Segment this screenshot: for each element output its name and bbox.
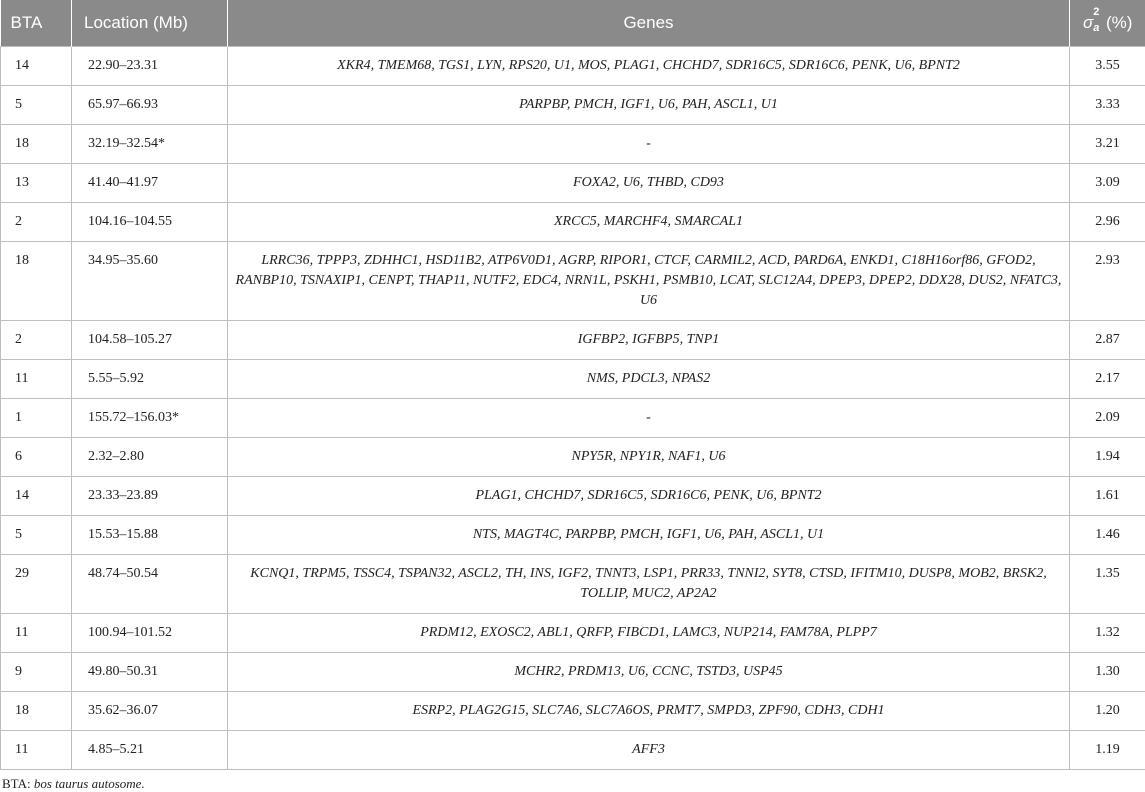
cell-bta: 11 <box>1 360 72 399</box>
cell-bta: 29 <box>1 555 72 614</box>
cell-bta: 1 <box>1 399 72 438</box>
cell-bta: 5 <box>1 86 72 125</box>
cell-bta: 2 <box>1 203 72 242</box>
cell-location: 34.95–35.60 <box>72 242 228 321</box>
cell-location: 22.90–23.31 <box>72 47 228 86</box>
cell-genes: KCNQ1, TRPM5, TSSC4, TSPAN32, ASCL2, TH, INS, IGF2, TNNT3, LSP1, PRR33, TNNI2, SYT8, CTSD, IFITM10, DUSP8, MOB2, BRSK2, TOLLIP, MUC2, AP2A2 <box>228 555 1070 614</box>
sigma-superscript: 2 <box>1093 6 1099 18</box>
table-row <box>1 516 1145 555</box>
cell-location: 65.97–66.93 <box>72 86 228 125</box>
cell-genes: - <box>228 399 1070 438</box>
cell-variance: 1.61 <box>1070 477 1145 516</box>
cell-variance: 2.96 <box>1070 203 1145 242</box>
cell-bta: 5 <box>1 516 72 555</box>
cell-location: 100.94–101.52 <box>72 614 228 653</box>
cell-location: 5.55–5.92 <box>72 360 228 399</box>
cell-genes: FOXA2, U6, THBD, CD93 <box>228 164 1070 203</box>
table-row <box>1 164 1145 203</box>
table-row <box>1 321 1145 360</box>
cell-genes: MCHR2, PRDM13, U6, CCNC, TSTD3, USP45 <box>228 653 1070 692</box>
cell-location: 23.33–23.89 <box>72 477 228 516</box>
cell-variance: 1.19 <box>1070 731 1145 770</box>
header-variance <box>1070 0 1145 47</box>
cell-location: 15.53–15.88 <box>72 516 228 555</box>
cell-location: 104.58–105.27 <box>72 321 228 360</box>
cell-location: 35.62–36.07 <box>72 692 228 731</box>
cell-bta: 2 <box>1 321 72 360</box>
cell-bta: 11 <box>1 731 72 770</box>
cell-bta: 14 <box>1 477 72 516</box>
cell-genes: LRRC36, TPPP3, ZDHHC1, HSD11B2, ATP6V0D1, AGRP, RIPOR1, CTCF, CARMIL2, ACD, PARD6A, ENKD1, C18H16orf86, GFOD2, RANBP10, TSNAXIP1, CENPT, THAP11, NUTF2, EDC4, NRN1L, PSKH1, PSMB10, LCAT, SLC12A4, DPEP3, DPEP2, DDX28, DUS2, NFATC3, U6 <box>228 242 1070 321</box>
cell-bta: 13 <box>1 164 72 203</box>
cell-variance: 3.09 <box>1070 164 1145 203</box>
cell-bta: 18 <box>1 692 72 731</box>
header-location: Location (Mb) <box>72 0 228 47</box>
cell-bta: 14 <box>1 47 72 86</box>
table-row <box>1 555 1145 614</box>
cell-variance: 2.93 <box>1070 242 1145 321</box>
cell-genes: PRDM12, EXOSC2, ABL1, QRFP, FIBCD1, LAMC3, NUP214, FAM78A, PLPP7 <box>228 614 1070 653</box>
table-row <box>1 731 1145 770</box>
cell-location: 104.16–104.55 <box>72 203 228 242</box>
table-row <box>1 203 1145 242</box>
cell-location: 41.40–41.97 <box>72 164 228 203</box>
cell-bta: 18 <box>1 125 72 164</box>
cell-genes: PARPBP, PMCH, IGF1, U6, PAH, ASCL1, U1 <box>228 86 1070 125</box>
table-body <box>1 47 1145 770</box>
cell-variance: 2.09 <box>1070 399 1145 438</box>
cell-location: 48.74–50.54 <box>72 555 228 614</box>
cell-location: 4.85–5.21 <box>72 731 228 770</box>
table-row <box>1 399 1145 438</box>
cell-variance: 2.17 <box>1070 360 1145 399</box>
cell-variance: 3.21 <box>1070 125 1145 164</box>
cell-genes: IGFBP2, IGFBP5, TNP1 <box>228 321 1070 360</box>
footnote-text: bos taurus autosome. <box>34 776 145 791</box>
cell-bta: 11 <box>1 614 72 653</box>
header-bta: BTA <box>1 0 72 47</box>
table-row <box>1 653 1145 692</box>
cell-variance: 3.55 <box>1070 47 1145 86</box>
cell-variance: 1.32 <box>1070 614 1145 653</box>
cell-variance: 1.30 <box>1070 653 1145 692</box>
cell-location: 155.72–156.03* <box>72 399 228 438</box>
cell-genes: NPY5R, NPY1R, NAF1, U6 <box>228 438 1070 477</box>
table-row <box>1 360 1145 399</box>
cell-genes: XKR4, TMEM68, TGS1, LYN, RPS20, U1, MOS, PLAG1, CHCHD7, SDR16C5, SDR16C6, PENK, U6, BPNT2 <box>228 47 1070 86</box>
cell-variance: 3.33 <box>1070 86 1145 125</box>
table-row <box>1 692 1145 731</box>
table-row <box>1 477 1145 516</box>
cell-variance: 2.87 <box>1070 321 1145 360</box>
table-row <box>1 47 1145 86</box>
cell-location: 49.80–50.31 <box>72 653 228 692</box>
cell-genes: NMS, PDCL3, NPAS2 <box>228 360 1070 399</box>
table-row <box>1 125 1145 164</box>
cell-genes: AFF3 <box>228 731 1070 770</box>
table-footnote <box>0 776 1145 792</box>
sigma-subscript: a <box>1093 22 1099 34</box>
cell-bta: 6 <box>1 438 72 477</box>
cell-location: 2.32–2.80 <box>72 438 228 477</box>
cell-bta: 9 <box>1 653 72 692</box>
footnote-prefix: BTA: <box>2 776 34 791</box>
table-row <box>1 614 1145 653</box>
cell-genes: PLAG1, CHCHD7, SDR16C5, SDR16C6, PENK, U6, BPNT2 <box>228 477 1070 516</box>
variance-unit: (%) <box>1101 13 1132 32</box>
cell-variance: 1.20 <box>1070 692 1145 731</box>
header-genes: Genes <box>228 0 1070 47</box>
table-row <box>1 438 1145 477</box>
table-row <box>1 242 1145 321</box>
cell-bta: 18 <box>1 242 72 321</box>
sigma-symbol: σ <box>1083 13 1093 32</box>
cell-variance: 1.46 <box>1070 516 1145 555</box>
cell-genes: - <box>228 125 1070 164</box>
cell-variance: 1.35 <box>1070 555 1145 614</box>
cell-genes: NTS, MAGT4C, PARPBP, PMCH, IGF1, U6, PAH, ASCL1, U1 <box>228 516 1070 555</box>
cell-variance: 1.94 <box>1070 438 1145 477</box>
table-header <box>1 0 1145 47</box>
cell-genes: XRCC5, MARCHF4, SMARCAL1 <box>228 203 1070 242</box>
cell-location: 32.19–32.54* <box>72 125 228 164</box>
header-row <box>1 0 1145 47</box>
cell-genes: ESRP2, PLAG2G15, SLC7A6, SLC7A6OS, PRMT7, SMPD3, ZPF90, CDH3, CDH1 <box>228 692 1070 731</box>
table-row <box>1 86 1145 125</box>
